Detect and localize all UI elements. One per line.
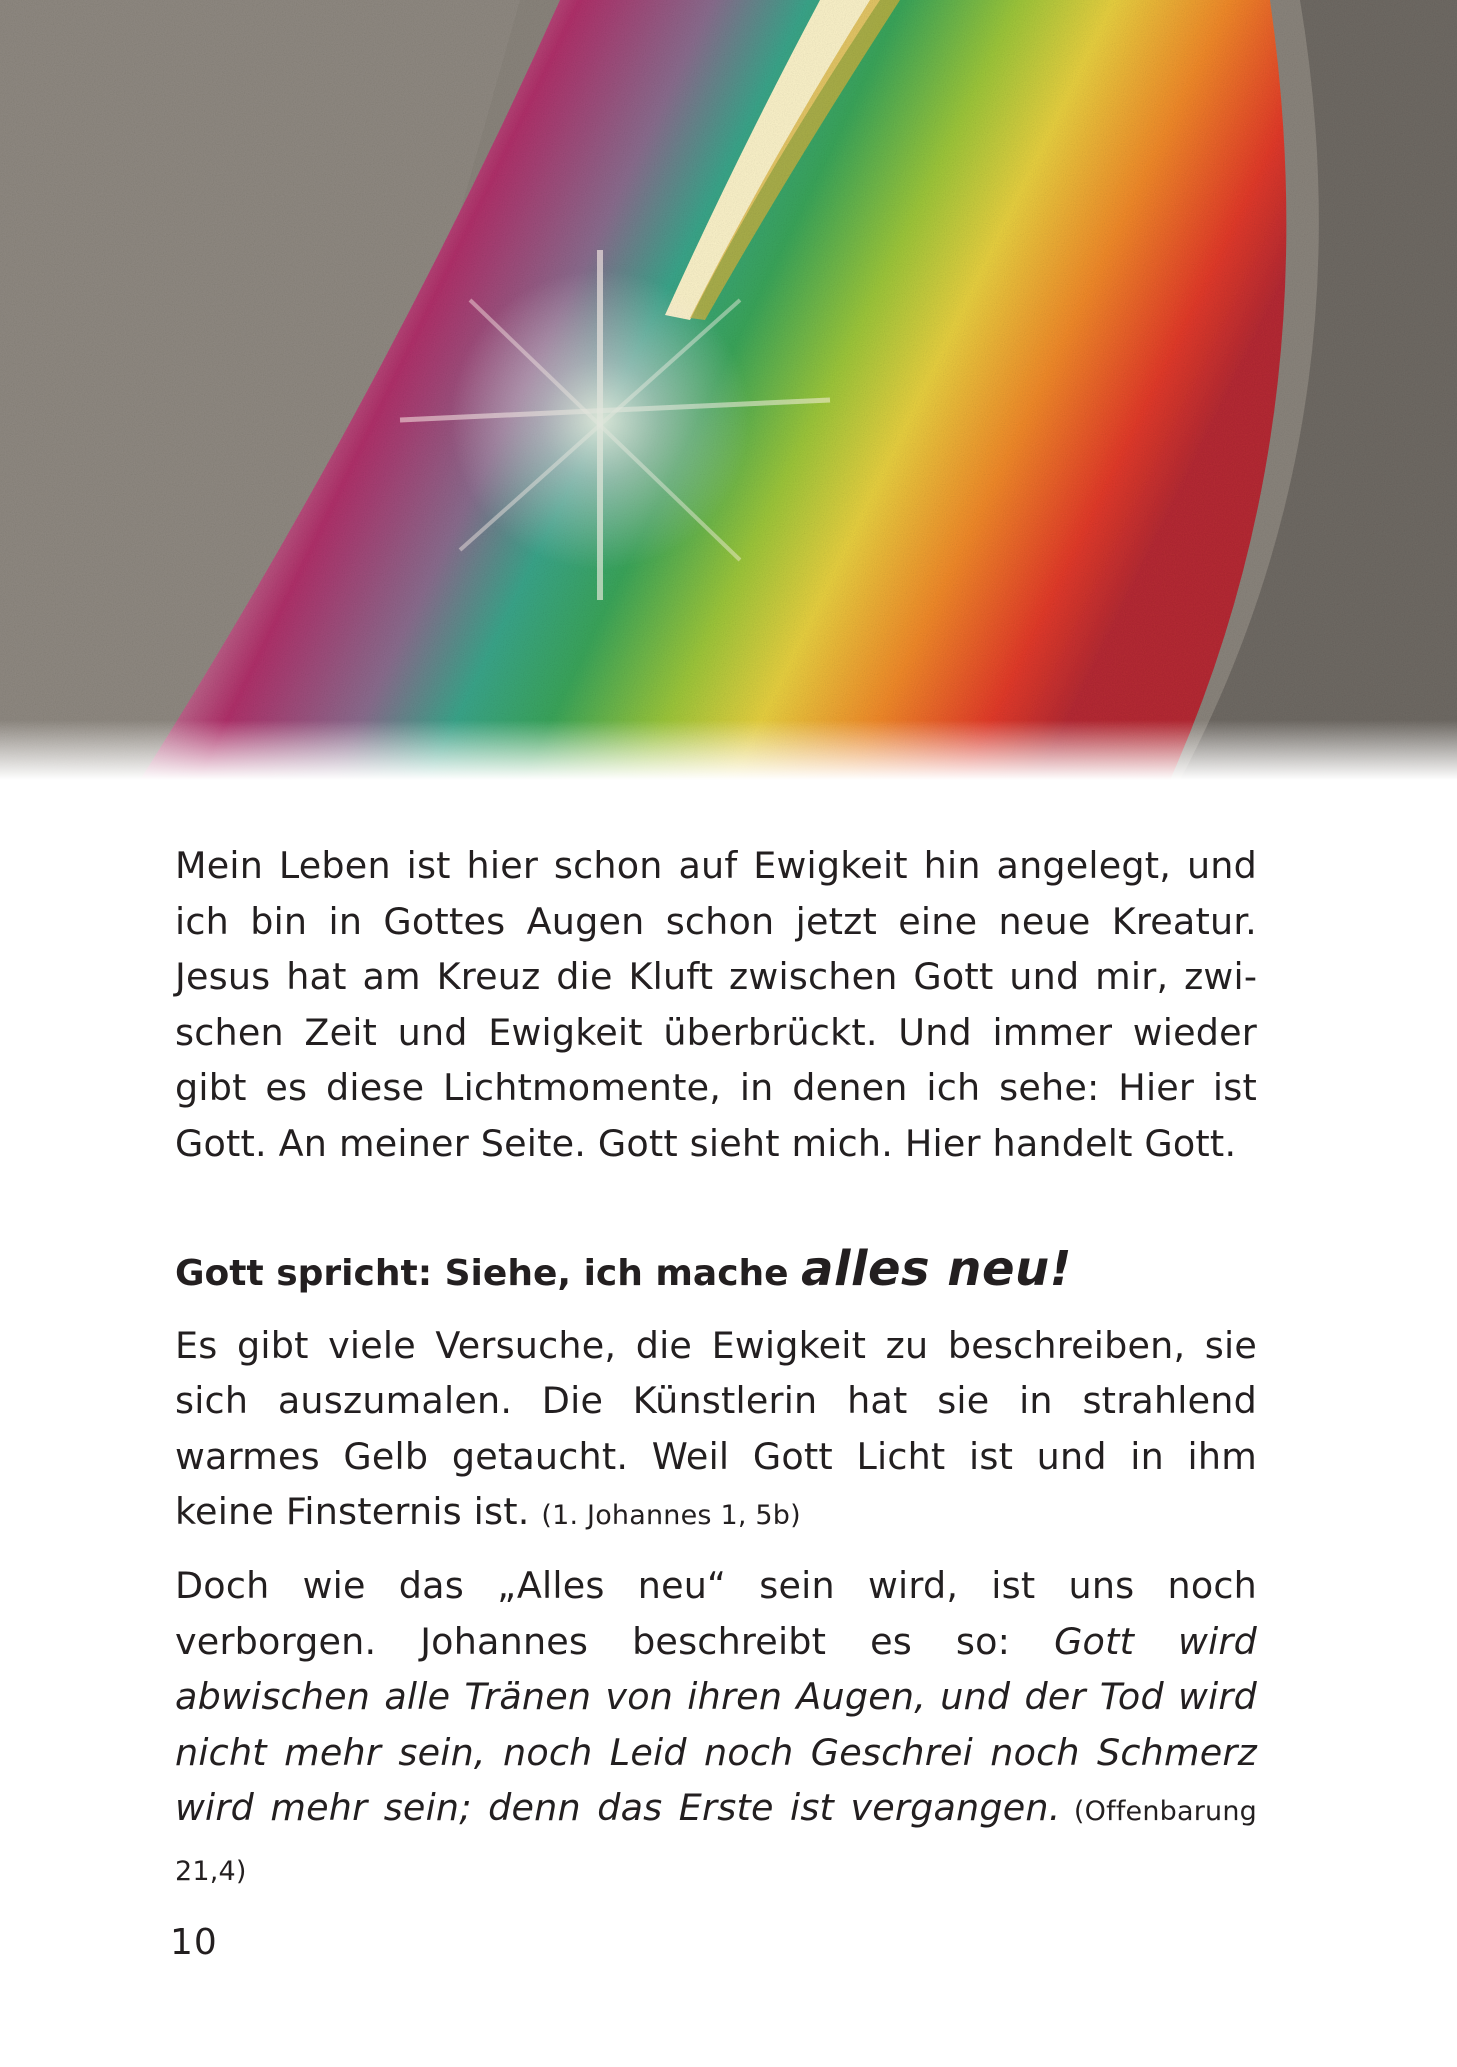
body-text [175,838,1257,1900]
rainbow-chalk-artwork [0,0,1457,780]
page-number: 10 [170,1922,218,1963]
section-heading [175,1241,1257,1302]
paragraph-revelation-intro: Doch wie das „Alles neu“ sein wird, ist uns noch verborgen. Johannes beschreibt es so: [175,1563,1257,1663]
paragraph-light-text: Es gibt viele Versuche, die Ewigkeit zu beschreiben, sie sich auszumalen. Die Künstlerin hat sie in strahlend warmes Gelb getaucht. Weil Gott Licht ist und in ihm keine Finsternis ist. [175,1323,1257,1534]
heading-accent: alles neu! [801,1240,1073,1297]
paragraph-light [175,1318,1257,1544]
paragraph-revelation [175,1558,1257,1900]
bible-quote: Gott wird abwischen alle Tränen von ihren Augen, und der Tod wird nicht mehr sein, noch Leid noch Geschrei noch Schmerz wird mehr sein; denn das Erste ist vergangen. [175,1619,1257,1830]
intro-paragraph: Mein Leben ist hier schon auf Ewigkeit hin angelegt, und ich bin in Gottes Augen schon jetzt eine neue Kreatur. Jesus hat am Kreuz die Kluft zwischen Gott und mir, zwischen Zeit und Ewigkeit überbrückt. Und immer wieder gibt es diese Lichtmomente, in denen ich sehe: Hier ist Gott. An meiner Seite. Gott sieht mich. Hier handelt Gott. [175,844,1257,1165]
bible-reference: (1. Johannes 1, 5b) [541,1500,801,1532]
heading-lead: Gott spricht: Siehe, ich mache [175,1252,802,1294]
bible-reference: (Offenbarung 21,4) [175,1796,1258,1887]
